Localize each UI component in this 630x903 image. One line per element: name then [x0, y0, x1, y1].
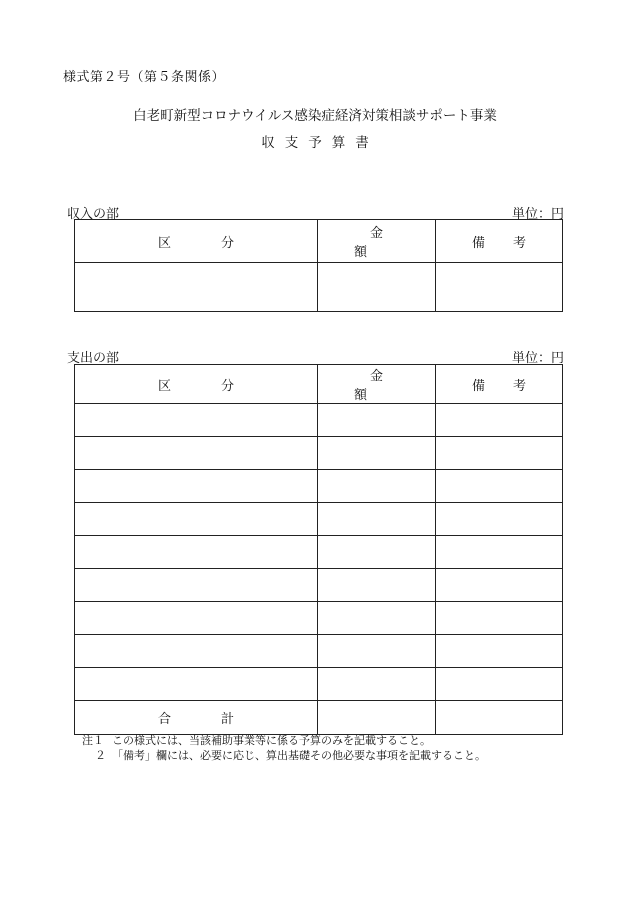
expense-cell-remarks[interactable] [436, 602, 563, 635]
expense-cell-amount[interactable] [318, 536, 436, 569]
table-row [75, 470, 563, 503]
table-row [75, 536, 563, 569]
expense-total-label: 合計 [75, 701, 318, 735]
expense-cell-category[interactable] [75, 569, 318, 602]
expense-cell-category[interactable] [75, 470, 318, 503]
expense-cell-amount[interactable] [318, 437, 436, 470]
income-table [74, 219, 563, 312]
expense-table [74, 364, 563, 735]
expense-cell-remarks[interactable] [436, 536, 563, 569]
expense-cell-amount[interactable] [318, 635, 436, 668]
expense-cell-category[interactable] [75, 536, 318, 569]
note-2-text: 「備考」欄には、必要に応じ、算出基礎その他必要な事項を記載すること。 [112, 749, 486, 762]
expense-header-amount: 金額 [318, 365, 436, 404]
table-row [75, 263, 563, 312]
expense-section-label: 支出の部 [67, 351, 120, 366]
expense-cell-remarks[interactable] [436, 635, 563, 668]
expense-total-amount[interactable] [318, 701, 436, 735]
expense-cell-category[interactable] [75, 404, 318, 437]
expense-cell-remarks[interactable] [436, 503, 563, 536]
table-row [75, 602, 563, 635]
expense-cell-category[interactable] [75, 635, 318, 668]
document-subtitle: 収支予算書 [261, 135, 379, 151]
note-1-text: この様式には、当該補助事業等に係る予算のみを記載すること。 [112, 734, 431, 747]
income-section-label: 収入の部 [67, 207, 120, 222]
income-header-amount: 金額 [318, 220, 436, 263]
income-cell-remarks[interactable] [436, 263, 563, 312]
table-row [75, 569, 563, 602]
expense-cell-remarks[interactable] [436, 569, 563, 602]
note-2 [82, 748, 486, 763]
expense-cell-amount[interactable] [318, 503, 436, 536]
expense-cell-amount[interactable] [318, 569, 436, 602]
expense-cell-amount[interactable] [318, 470, 436, 503]
income-cell-amount[interactable] [318, 263, 436, 312]
expense-cell-amount[interactable] [318, 404, 436, 437]
expense-cell-remarks[interactable] [436, 437, 563, 470]
expense-cell-remarks[interactable] [436, 668, 563, 701]
expense-total-row [75, 701, 563, 735]
note-1-number: 注１ [82, 734, 104, 747]
income-header-category: 区分 [75, 220, 318, 263]
expense-header-remarks: 備考 [436, 365, 563, 404]
form-number: 様式第２号（第５条関係） [63, 70, 226, 85]
income-header-row [75, 220, 563, 263]
note-2-number: ２ [95, 749, 106, 762]
expense-cell-amount[interactable] [318, 668, 436, 701]
expense-cell-category[interactable] [75, 602, 318, 635]
expense-cell-category[interactable] [75, 437, 318, 470]
expense-header-row [75, 365, 563, 404]
expense-unit-label: 単位：円 [511, 351, 564, 366]
expense-cell-remarks[interactable] [436, 470, 563, 503]
expense-header-category: 区分 [75, 365, 318, 404]
document-title: 白老町新型コロナウイルス感染症経済対策相談サポート事業 [133, 108, 497, 124]
expense-total-remarks[interactable] [436, 701, 563, 735]
income-unit-label: 単位：円 [511, 207, 564, 222]
table-row [75, 668, 563, 701]
table-row [75, 404, 563, 437]
expense-cell-remarks[interactable] [436, 404, 563, 437]
income-header-remarks: 備考 [436, 220, 563, 263]
table-row [75, 635, 563, 668]
notes [82, 733, 486, 763]
table-row [75, 503, 563, 536]
income-cell-category[interactable] [75, 263, 318, 312]
expense-cell-amount[interactable] [318, 602, 436, 635]
expense-cell-category[interactable] [75, 668, 318, 701]
note-1 [82, 733, 486, 748]
table-row [75, 437, 563, 470]
expense-cell-category[interactable] [75, 503, 318, 536]
